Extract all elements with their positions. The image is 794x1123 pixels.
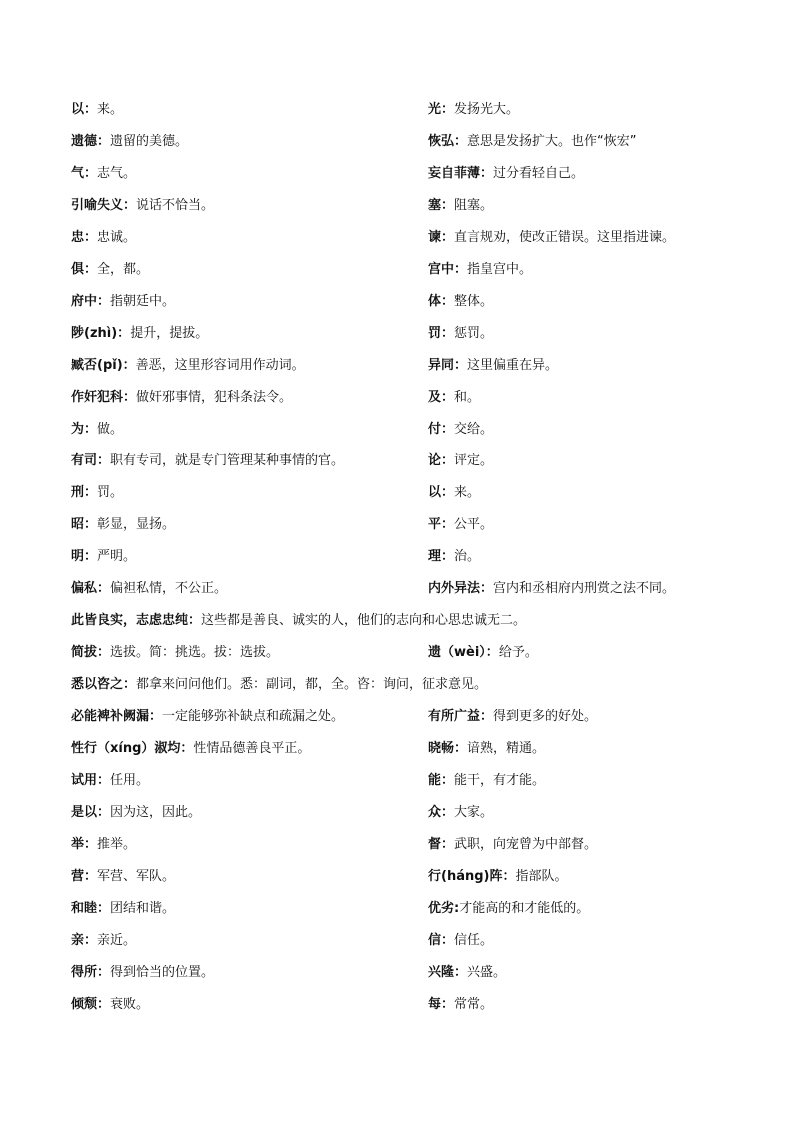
glossary-entry xyxy=(71,675,487,695)
entry-separator: ： xyxy=(454,741,468,756)
entry-term: 气 xyxy=(71,165,85,181)
entry-definition: 遗留的美德。 xyxy=(110,133,189,149)
entry-term: 举 xyxy=(71,836,85,852)
entry-definition: 任用。 xyxy=(110,772,150,788)
entry-definition: 得到更多的好处。 xyxy=(493,709,598,725)
glossary-row xyxy=(71,771,751,791)
entry-separator: ： xyxy=(441,932,455,948)
entry-term: 晓畅 xyxy=(428,741,455,756)
entry-term: 是以 xyxy=(71,804,98,820)
glossary-entry xyxy=(428,292,493,312)
entry-definition: 性情品德善良平正。 xyxy=(193,741,311,756)
glossary-entry xyxy=(428,132,637,152)
glossary-entry xyxy=(71,579,227,599)
entry-term: 平 xyxy=(428,517,442,533)
glossary-entry xyxy=(71,771,149,791)
entry-term: 作奸犯科 xyxy=(71,389,124,405)
glossary-row xyxy=(71,707,751,727)
glossary-entry xyxy=(71,611,526,631)
entry-term: 试用 xyxy=(71,772,98,788)
glossary-entry xyxy=(428,771,545,791)
entry-definition: 惩罚。 xyxy=(454,325,494,341)
entry-separator: ： xyxy=(441,485,455,501)
entry-separator: ： xyxy=(441,453,455,469)
glossary-entry xyxy=(428,164,584,184)
glossary-entry xyxy=(71,739,310,759)
glossary-row xyxy=(71,931,751,951)
entry-separator: ： xyxy=(441,996,455,1012)
entry-term: 简拔 xyxy=(71,645,98,661)
entry-separator: ： xyxy=(454,357,468,373)
glossary-entry xyxy=(428,835,597,855)
entry-term: 以 xyxy=(71,102,85,117)
entry-term: 内外异法 xyxy=(428,581,481,597)
entry-separator: ： xyxy=(485,645,499,661)
entry-separator: ： xyxy=(97,581,111,597)
entry-term: 恢弘 xyxy=(428,133,455,149)
glossary-row xyxy=(71,899,751,919)
entry-definition: 常常。 xyxy=(454,996,494,1012)
entry-separator: ： xyxy=(480,709,494,725)
entry-term: 每 xyxy=(428,996,442,1012)
entry-definition: 和。 xyxy=(454,389,481,405)
glossary-row xyxy=(71,739,751,759)
entry-definition: 直言规劝，使改正错误。这里指进谏。 xyxy=(454,229,676,245)
entry-term: 和睦 xyxy=(71,900,98,916)
entry-definition: 忠诚。 xyxy=(97,229,137,245)
entry-definition: 过分看轻自己。 xyxy=(493,165,585,181)
entry-term: 为 xyxy=(71,421,85,437)
glossary-entry xyxy=(428,547,480,567)
glossary-row xyxy=(71,196,751,216)
glossary-row xyxy=(71,292,751,312)
entry-term: 陟(zhì) xyxy=(71,325,118,341)
entry-definition: 做。 xyxy=(97,421,124,437)
glossary-row xyxy=(71,611,751,631)
entry-term: 妄自菲薄 xyxy=(428,165,481,181)
glossary-row xyxy=(71,356,751,376)
entry-separator: ： xyxy=(441,517,455,533)
entry-term: 臧否(pǐ) xyxy=(71,357,123,373)
glossary-entry xyxy=(71,643,279,663)
entry-definition: 评定。 xyxy=(454,453,494,469)
glossary-entry xyxy=(428,228,675,248)
glossary-entry xyxy=(428,963,506,983)
entry-definition: 这些都是善良、诚实的人，他们的志向和心思忠诚无二。 xyxy=(201,613,527,629)
entry-term: 行(háng)阵 xyxy=(428,868,503,884)
glossary-entry xyxy=(71,164,136,184)
glossary-row xyxy=(71,643,751,663)
entry-definition: 发扬光大。 xyxy=(454,102,520,117)
entry-term: 众 xyxy=(428,804,442,820)
entry-term: 明 xyxy=(71,549,85,565)
entry-separator: ： xyxy=(188,613,202,629)
glossary-entry xyxy=(71,196,214,216)
entry-separator: ： xyxy=(84,549,98,565)
entry-term: 有所广益 xyxy=(428,709,481,725)
glossary-row xyxy=(71,675,751,695)
entry-term: 营 xyxy=(71,868,85,884)
entry-separator: ： xyxy=(84,517,98,533)
entry-separator: ： xyxy=(84,868,98,884)
entry-term: 光 xyxy=(428,102,442,117)
glossary-entry xyxy=(428,356,558,376)
entry-separator: ： xyxy=(441,229,455,245)
entry-definition: 都拿来问问他们。悉：副词，都，全。咨：询问，征求意见。 xyxy=(136,677,488,693)
entry-definition: 偏袒私情，不公正。 xyxy=(110,581,228,597)
glossary-row xyxy=(71,388,751,408)
glossary-entry xyxy=(428,515,493,535)
glossary-row xyxy=(71,228,751,248)
glossary-row xyxy=(71,164,751,184)
entry-separator: ： xyxy=(97,293,111,309)
glossary-entry xyxy=(428,579,675,599)
glossary-row xyxy=(71,963,751,983)
entry-separator: ： xyxy=(441,836,455,852)
entry-term: 有司 xyxy=(71,453,98,469)
entry-separator: ： xyxy=(480,165,494,181)
entry-term: 遗（wèi） xyxy=(428,645,486,661)
entry-definition: 一定能够弥补缺点和疏漏之处。 xyxy=(162,709,345,725)
glossary-row xyxy=(71,579,751,599)
entry-definition: 这里偏重在异。 xyxy=(467,357,559,373)
entry-term: 付 xyxy=(428,421,442,437)
entry-definition: 阻塞。 xyxy=(454,197,494,213)
entry-term: 悉以咨之 xyxy=(71,677,124,693)
entry-term: 理 xyxy=(428,549,442,565)
entry-term: 必能裨补阙漏 xyxy=(71,709,150,725)
entry-definition: 来。 xyxy=(97,102,124,117)
glossary-entry xyxy=(71,292,175,312)
glossary-entry xyxy=(428,260,532,280)
entry-term: 性行（xíng）淑均 xyxy=(71,741,181,756)
entry-separator: ： xyxy=(149,709,163,725)
entry-separator: ： xyxy=(97,900,111,916)
glossary-entry xyxy=(71,515,175,535)
glossary-entry xyxy=(71,228,136,248)
glossary-entry xyxy=(71,707,344,727)
entry-definition: 衰败。 xyxy=(110,996,150,1012)
entry-definition: 整体。 xyxy=(454,293,494,309)
glossary-row xyxy=(71,803,751,823)
entry-definition: 才能高的和才能低的。 xyxy=(459,900,590,916)
glossary-entry xyxy=(428,196,493,216)
glossary-entry xyxy=(71,483,123,503)
entry-definition: 交给。 xyxy=(454,421,494,437)
entry-term: 兴隆 xyxy=(428,964,455,980)
entry-definition: 来。 xyxy=(454,485,481,501)
entry-definition: 宫内和丞相府内刑赏之法不同。 xyxy=(493,581,676,597)
glossary-entry xyxy=(428,324,493,344)
entry-definition: 指部队。 xyxy=(515,868,568,884)
entry-definition: 亲近。 xyxy=(97,932,137,948)
entry-separator: ： xyxy=(441,293,455,309)
entry-definition: 推举。 xyxy=(97,836,137,852)
entry-definition: 严明。 xyxy=(97,549,137,565)
entry-term: 及 xyxy=(428,389,442,405)
entry-definition: 说话不恰当。 xyxy=(136,197,215,213)
entry-definition: 给予。 xyxy=(498,645,538,661)
entry-separator: ： xyxy=(441,389,455,405)
entry-separator: ： xyxy=(84,932,98,948)
entry-term: 信 xyxy=(428,932,442,948)
entry-term: 得所 xyxy=(71,964,98,980)
entry-definition: 彰显，显扬。 xyxy=(97,517,176,533)
entry-term: 罚 xyxy=(428,325,442,341)
glossary-entry xyxy=(428,995,493,1015)
entry-definition: 因为这，因此。 xyxy=(110,804,202,820)
entry-term: 督 xyxy=(428,836,442,852)
glossary-entry xyxy=(71,420,123,440)
glossary-entry xyxy=(71,260,149,280)
glossary-row xyxy=(71,547,751,567)
entry-term: 异同 xyxy=(428,357,455,373)
entry-separator: ： xyxy=(502,868,516,884)
entry-definition: 谙熟，精通。 xyxy=(467,741,546,756)
entry-term: 倾颓 xyxy=(71,996,98,1012)
glossary-row xyxy=(71,483,751,503)
glossary-row xyxy=(71,835,751,855)
entry-term: 宫中 xyxy=(428,261,455,277)
entry-definition: 职有专司，就是专门管理某种事情的官。 xyxy=(110,453,345,469)
glossary-row xyxy=(71,100,751,120)
glossary-entry xyxy=(428,803,493,823)
entry-separator: ： xyxy=(180,741,194,756)
entry-definition: 军营、军队。 xyxy=(97,868,176,884)
entry-separator: ： xyxy=(123,389,137,405)
entry-separator: ： xyxy=(97,804,111,820)
entry-separator: : xyxy=(454,900,460,916)
entry-definition: 选拔。简：挑选。拔：选拔。 xyxy=(110,645,280,661)
glossary-row xyxy=(71,451,751,471)
glossary-row xyxy=(71,995,751,1015)
glossary-entry xyxy=(71,899,175,919)
glossary-entry xyxy=(71,451,344,471)
glossary-row xyxy=(71,420,751,440)
entry-separator: ： xyxy=(97,964,111,980)
entry-separator: ： xyxy=(441,772,455,788)
entry-separator: ： xyxy=(84,421,98,437)
glossary-entry xyxy=(428,483,480,503)
glossary-entry xyxy=(71,867,175,887)
entry-definition: 信任。 xyxy=(454,932,494,948)
entry-definition: 罚。 xyxy=(97,485,124,501)
glossary-row xyxy=(71,515,751,535)
glossary-entry xyxy=(71,356,305,376)
glossary-row xyxy=(71,324,751,344)
glossary-entry xyxy=(71,547,136,567)
entry-separator: ： xyxy=(84,836,98,852)
glossary-row xyxy=(71,867,751,887)
glossary-entry xyxy=(71,388,292,408)
entry-term: 引喻失义 xyxy=(71,197,124,213)
entry-separator: ： xyxy=(441,325,455,341)
entry-term: 优劣 xyxy=(428,900,455,916)
entry-term: 府中 xyxy=(71,293,98,309)
glossary-entry xyxy=(428,643,538,663)
entry-separator: ： xyxy=(84,261,98,277)
entry-term: 论 xyxy=(428,453,442,469)
entry-definition: 意思是发扬扩大。也作“恢宏” xyxy=(467,133,637,149)
entry-definition: 武职，向宠曾为中部督。 xyxy=(454,836,598,852)
glossary-entry xyxy=(428,420,493,440)
entry-separator: ： xyxy=(441,102,455,117)
entry-separator: ： xyxy=(480,581,494,597)
entry-separator: ： xyxy=(97,133,111,149)
glossary-entry xyxy=(71,132,188,152)
entry-term: 遗德 xyxy=(71,133,98,149)
entry-separator: ： xyxy=(441,421,455,437)
entry-definition: 得到恰当的位置。 xyxy=(110,964,215,980)
glossary-entry xyxy=(71,963,214,983)
glossary-row xyxy=(71,132,751,152)
entry-definition: 提升，提拔。 xyxy=(130,325,209,341)
glossary-entry xyxy=(428,931,493,951)
entry-term: 体 xyxy=(428,293,442,309)
glossary-entry xyxy=(71,324,208,344)
entry-definition: 团结和谐。 xyxy=(110,900,176,916)
glossary-entry xyxy=(428,100,519,120)
glossary-row xyxy=(71,260,751,280)
entry-definition: 公平。 xyxy=(454,517,494,533)
entry-separator: ： xyxy=(97,645,111,661)
entry-term: 以 xyxy=(428,485,442,501)
entry-separator: ： xyxy=(441,549,455,565)
entry-term: 刑 xyxy=(71,485,85,501)
entry-term: 偏私 xyxy=(71,581,98,597)
entry-separator: ： xyxy=(84,102,98,117)
glossary-entry xyxy=(71,931,136,951)
glossary-entry xyxy=(428,388,480,408)
entry-separator: ： xyxy=(123,677,137,693)
entry-separator: ： xyxy=(454,964,468,980)
entry-separator: ： xyxy=(97,772,111,788)
entry-separator: ： xyxy=(441,804,455,820)
entry-separator: ： xyxy=(123,197,137,213)
glossary-entry xyxy=(71,100,123,120)
entry-term: 俱 xyxy=(71,261,85,277)
entry-definition: 指朝廷中。 xyxy=(110,293,176,309)
glossary-entry xyxy=(428,867,568,887)
entry-separator: ： xyxy=(441,197,455,213)
glossary-entry xyxy=(428,899,589,919)
glossary-entry xyxy=(428,707,597,727)
entry-separator: ： xyxy=(97,996,111,1012)
glossary-entry xyxy=(428,739,545,759)
entry-term: 昭 xyxy=(71,517,85,533)
entry-separator: ： xyxy=(454,133,468,149)
entry-term: 谏 xyxy=(428,229,442,245)
entry-definition: 做奸邪事情，犯科条法令。 xyxy=(136,389,293,405)
entry-separator: ： xyxy=(84,165,98,181)
entry-definition: 志气。 xyxy=(97,165,137,181)
entry-separator: ： xyxy=(97,453,111,469)
entry-term: 忠 xyxy=(71,229,85,245)
entry-term: 此皆良实，志虑忠纯 xyxy=(71,613,189,629)
glossary-entry xyxy=(428,451,493,471)
entry-definition: 能干，有才能。 xyxy=(454,772,546,788)
entry-definition: 指皇宫中。 xyxy=(467,261,533,277)
entry-definition: 善恶，这里形容词用作动词。 xyxy=(135,357,305,373)
glossary-entry xyxy=(71,803,201,823)
entry-definition: 兴盛。 xyxy=(467,964,507,980)
glossary-entry xyxy=(71,835,136,855)
entry-term: 塞 xyxy=(428,197,442,213)
entry-term: 能 xyxy=(428,772,442,788)
entry-definition: 大家。 xyxy=(454,804,494,820)
entry-term: 亲 xyxy=(71,932,85,948)
entry-separator: ： xyxy=(117,325,131,341)
glossary-entry xyxy=(71,995,149,1015)
entry-separator: ： xyxy=(454,261,468,277)
entry-separator: ： xyxy=(84,485,98,501)
entry-definition: 全，都。 xyxy=(97,261,150,277)
entry-separator: ： xyxy=(84,229,98,245)
entry-definition: 治。 xyxy=(454,549,481,565)
entry-separator: ： xyxy=(122,357,136,373)
